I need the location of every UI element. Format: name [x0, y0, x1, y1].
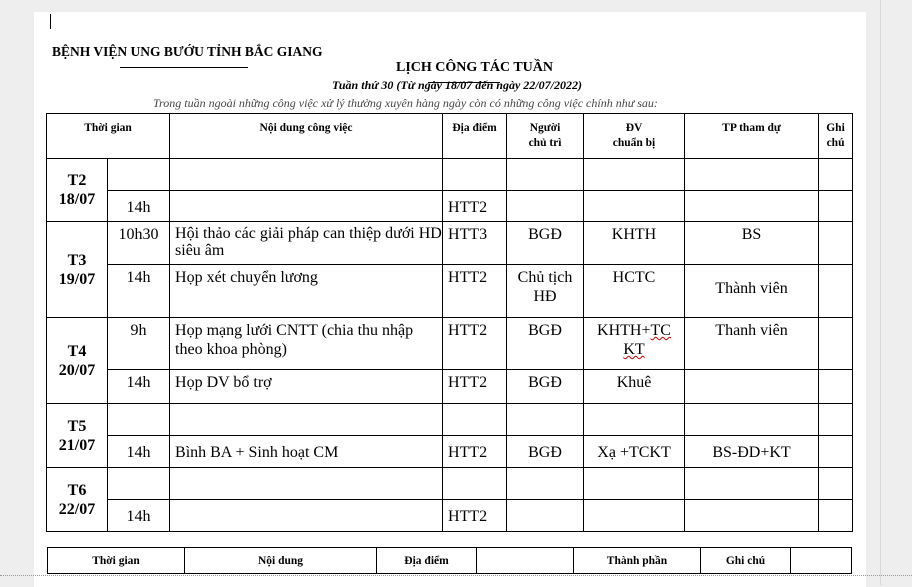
chair-cell: Chủ tịch HĐ — [507, 265, 584, 318]
chair-cell: BGĐ — [507, 222, 584, 265]
table-row — [47, 265, 853, 318]
time-cell: 14h — [108, 191, 170, 222]
table-row — [47, 370, 853, 404]
prep-cell — [584, 500, 685, 532]
footer-members: Thành phần — [574, 548, 701, 574]
footer-content: Nội dung — [185, 548, 377, 574]
prep-cell — [584, 468, 685, 500]
header-attend: TP tham dự — [685, 114, 819, 159]
location-cell: HTT3 — [443, 222, 507, 265]
prep-cell: KHTH — [584, 222, 685, 265]
prep-part-spellcheck: TC — [650, 322, 671, 339]
note-cell — [819, 222, 853, 265]
day-cell — [47, 159, 108, 222]
time-cell — [108, 468, 170, 500]
location-cell — [443, 468, 507, 500]
content-cell: Họp mạng lưới CNTT (chia thu nhập theo khoa phòng) — [170, 318, 443, 370]
schedule-table — [46, 113, 853, 532]
header-prep — [584, 114, 685, 159]
header-time: Thời gian — [47, 114, 170, 159]
header-chair-l1: Người — [529, 122, 561, 134]
footer-empty-cell — [477, 548, 574, 574]
footer-header-row — [48, 548, 852, 574]
time-cell: 9h — [108, 318, 170, 370]
header-location: Địa điểm — [443, 114, 507, 159]
prep-cell: HCTC — [584, 265, 685, 318]
footer-empty-cell — [791, 548, 852, 574]
time-cell — [108, 404, 170, 436]
attend-cell — [685, 500, 819, 532]
note-cell — [819, 191, 853, 222]
day-date: 20/07 — [58, 361, 96, 379]
table-row — [47, 191, 853, 222]
attend-cell — [685, 191, 819, 222]
day-name: T5 — [67, 417, 87, 435]
hospital-underline — [120, 67, 248, 68]
footer-table — [47, 547, 852, 574]
attend-cell: Thành viên — [685, 265, 819, 318]
prep-part: KHTH+ — [597, 322, 651, 339]
header-note-l2: chú — [826, 137, 845, 149]
time-cell: 14h — [108, 370, 170, 404]
attend-cell: BS-ĐD+KT — [685, 436, 819, 468]
day-cell — [47, 318, 108, 404]
attend-cell — [685, 370, 819, 404]
note-cell — [819, 436, 853, 468]
header-content: Nội dung công việc — [170, 114, 443, 159]
day-cell — [47, 404, 108, 468]
location-cell: HTT2 — [443, 265, 507, 318]
attend-cell — [685, 159, 819, 191]
chair-cell — [507, 191, 584, 222]
chair-cell — [507, 500, 584, 532]
header-chair — [507, 114, 584, 159]
header-chair-l2: chủ trì — [528, 137, 562, 149]
prep-part-spellcheck: KT — [623, 341, 645, 358]
prep-cell — [584, 159, 685, 191]
table-row — [47, 468, 853, 500]
table-row — [47, 404, 853, 436]
header-note-l1: Ghi — [826, 122, 845, 134]
header-prep-l1: ĐV — [625, 122, 643, 134]
day-name: T6 — [67, 481, 87, 499]
chair-cell: BGĐ — [507, 436, 584, 468]
note-cell — [819, 404, 853, 436]
chair-cell — [507, 159, 584, 191]
time-cell: 10h30 — [108, 222, 170, 265]
note-cell — [819, 159, 853, 191]
footer-time: Thời gian — [48, 548, 185, 574]
note-cell — [819, 370, 853, 404]
day-date: 19/07 — [58, 270, 96, 288]
table-row — [47, 318, 853, 370]
day-name: T3 — [67, 251, 87, 269]
time-cell: 14h — [108, 436, 170, 468]
attend-cell: BS — [685, 222, 819, 265]
day-name: T4 — [67, 342, 87, 360]
day-date: 21/07 — [58, 436, 96, 454]
vertical-scrollbar-edge[interactable] — [880, 0, 881, 585]
note-cell — [819, 265, 853, 318]
location-cell — [443, 404, 507, 436]
location-cell: HTT2 — [443, 500, 507, 532]
header-note — [819, 114, 853, 159]
location-cell — [443, 159, 507, 191]
content-cell — [170, 404, 443, 436]
content-cell — [170, 468, 443, 500]
time-cell: 14h — [108, 265, 170, 318]
prep-cell — [584, 404, 685, 436]
note-cell — [819, 318, 853, 370]
content-cell: Họp DV bổ trợ — [170, 370, 443, 404]
page-break-line — [0, 575, 912, 577]
header-row — [47, 114, 853, 159]
week-subtitle: Tuần thứ 30 (Từ ngày 18/07 đến ngày 22/07/2022) — [332, 78, 582, 92]
content-cell: Họp xét chuyển lương — [170, 265, 443, 318]
table-row — [47, 500, 853, 532]
day-cell — [47, 468, 108, 532]
prep-cell — [584, 191, 685, 222]
attend-cell — [685, 468, 819, 500]
chair-cell: BGĐ — [507, 370, 584, 404]
day-date: 22/07 — [58, 500, 96, 518]
content-cell: Bình BA + Sinh hoạt CM — [170, 436, 443, 468]
attend-cell: Thanh viên — [685, 318, 819, 370]
header-prep-l2: chuẩn bị — [612, 137, 656, 149]
table-row — [47, 159, 853, 191]
document-page — [34, 12, 866, 587]
note-cell — [819, 468, 853, 500]
note-cell — [819, 500, 853, 532]
document-title: LỊCH CÔNG TÁC TUẦN — [396, 60, 554, 75]
location-cell: HTT2 — [443, 191, 507, 222]
time-cell — [108, 159, 170, 191]
attend-cell — [685, 404, 819, 436]
chair-cell — [507, 468, 584, 500]
content-cell — [170, 159, 443, 191]
prep-cell: Xạ +TCKT — [584, 436, 685, 468]
day-name: T2 — [67, 172, 87, 189]
location-cell: HTT2 — [443, 436, 507, 468]
table-row — [47, 222, 853, 265]
content-cell: Hội thảo các giải pháp can thiệp dưới HD siêu âm — [170, 222, 443, 265]
prep-cell: Khuê — [584, 370, 685, 404]
text-cursor — [50, 14, 51, 29]
content-cell — [170, 500, 443, 532]
footer-location: Địa điểm — [377, 548, 477, 574]
day-cell — [47, 222, 108, 318]
chair-cell: BGĐ — [507, 318, 584, 370]
day-date: 18/07 — [58, 191, 96, 208]
time-cell: 14h — [108, 500, 170, 532]
footer-note: Ghi chú — [701, 548, 791, 574]
intro-text: Trong tuần ngoài những công việc xử lý thường xuyên hàng ngày còn có những công việc chính như sau: — [153, 96, 658, 110]
table-row — [47, 436, 853, 468]
location-cell: HTT2 — [443, 370, 507, 404]
chair-cell — [507, 404, 584, 436]
prep-cell — [584, 318, 685, 370]
hospital-name: BỆNH VIỆN UNG BƯỚU TỈNH BẮC GIANG — [52, 44, 323, 59]
content-cell — [170, 191, 443, 222]
location-cell: HTT2 — [443, 318, 507, 370]
